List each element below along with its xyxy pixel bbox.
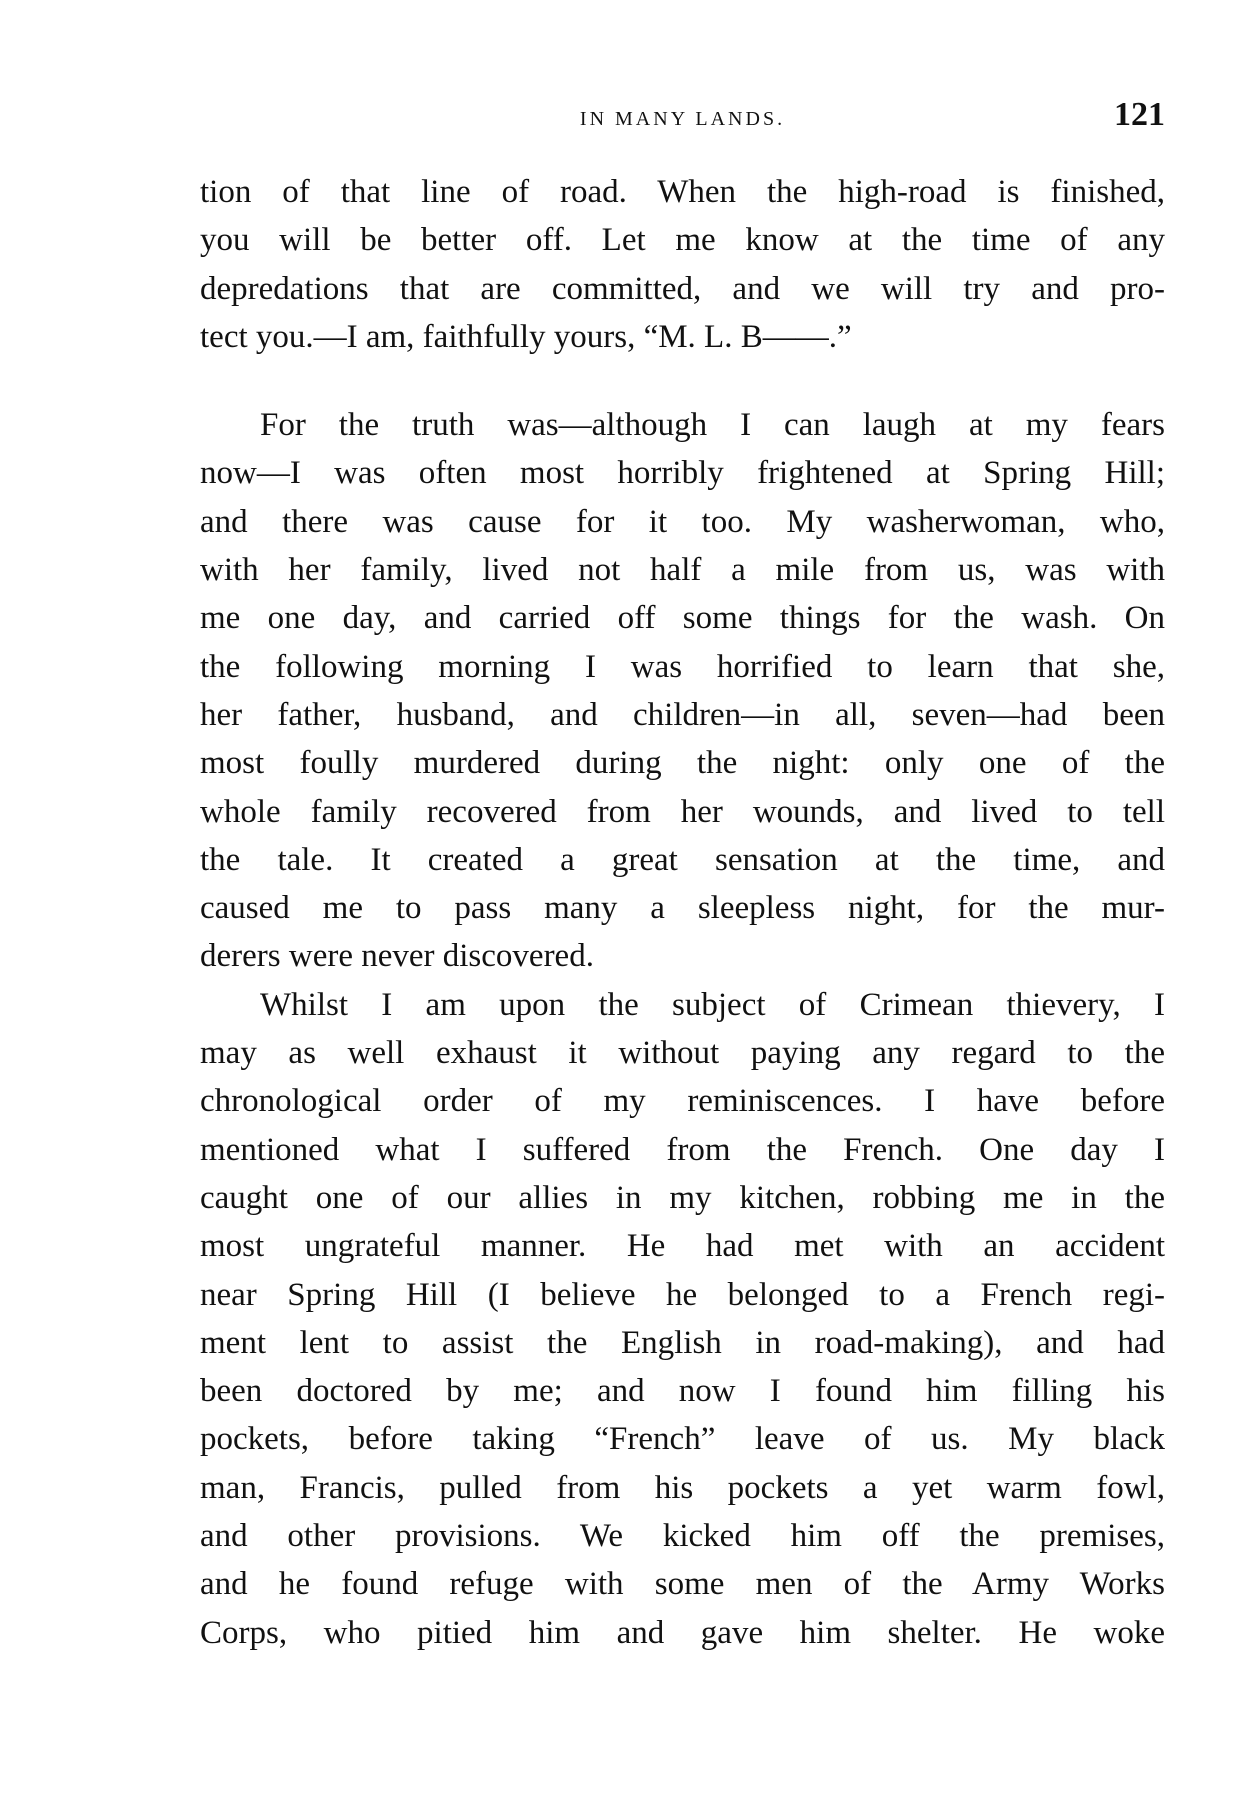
text-line: most foully murdered during the night: only one of the	[200, 745, 1165, 782]
letter-closing	[200, 168, 1165, 361]
text-line: man, Francis, pulled from his pockets a yet warm fowl,	[200, 1469, 1165, 1506]
text-line: chronological order of my reminiscences. I have before	[200, 1083, 1165, 1120]
text-line: her father, husband, and children—in all, seven—had been	[200, 696, 1165, 733]
text-line: may as well exhaust it without paying any regard to the	[200, 1035, 1165, 1072]
text-line: you will be better off. Let me know at the time of any	[200, 222, 1165, 259]
running-head	[200, 96, 1165, 146]
text-line: been doctored by me; and now I found him filling his	[200, 1373, 1165, 1410]
page-number: 121	[1114, 96, 1165, 133]
text-line: and there was cause for it too. My washerwoman, who,	[200, 503, 1165, 540]
text-line: with her family, lived not half a mile from us, was with	[200, 552, 1165, 589]
paragraph	[200, 401, 1165, 981]
text-line: most ungrateful manner. He had met with an accident	[200, 1228, 1165, 1265]
text-line: the following morning I was horrified to learn that she,	[200, 648, 1165, 685]
text-line: and other provisions. We kicked him off the premises,	[200, 1518, 1165, 1555]
text-line: For the truth was—although I can laugh at my fears	[260, 407, 1165, 444]
text-line: caught one of our allies in my kitchen, robbing me in the	[200, 1179, 1165, 1216]
text-line: mentioned what I suffered from the French. One day I	[200, 1131, 1165, 1168]
text-line: Corps, who pitied him and gave him shelter. He woke	[200, 1614, 1165, 1651]
text-line: me one day, and carried off some things for the wash. On	[200, 600, 1165, 637]
text-line: near Spring Hill (I believe he belonged to a French regi-	[200, 1276, 1165, 1313]
paragraph-gap	[200, 361, 1165, 401]
body-text	[200, 168, 1165, 1657]
text-line: now—I was often most horribly frightened at Spring Hill;	[200, 455, 1165, 492]
text-line: tion of that line of road. When the high-road is finished,	[200, 174, 1165, 210]
text-line: whole family recovered from her wounds, and lived to tell	[200, 793, 1165, 830]
text-line: tect you.—I am, faithfully yours, “M. L. B——.”	[200, 318, 852, 355]
text-line: depredations that are committed, and we will try and pro-	[200, 270, 1165, 307]
text-line: the tale. It created a great sensation at the time, and	[200, 841, 1165, 878]
text-line: pockets, before taking “French” leave of us. My black	[200, 1421, 1165, 1458]
text-line: Whilst I am upon the subject of Crimean thievery, I	[260, 986, 1165, 1023]
text-line: derers were never discovered.	[200, 938, 594, 975]
text-line: ment lent to assist the English in road-making), and had	[200, 1324, 1165, 1361]
running-title: IN MANY LANDS.	[579, 108, 786, 130]
paragraph	[200, 981, 1165, 1657]
text-line: caused me to pass many a sleepless night, for the mur-	[200, 890, 1165, 927]
text-line: and he found refuge with some men of the Army Works	[200, 1566, 1165, 1603]
